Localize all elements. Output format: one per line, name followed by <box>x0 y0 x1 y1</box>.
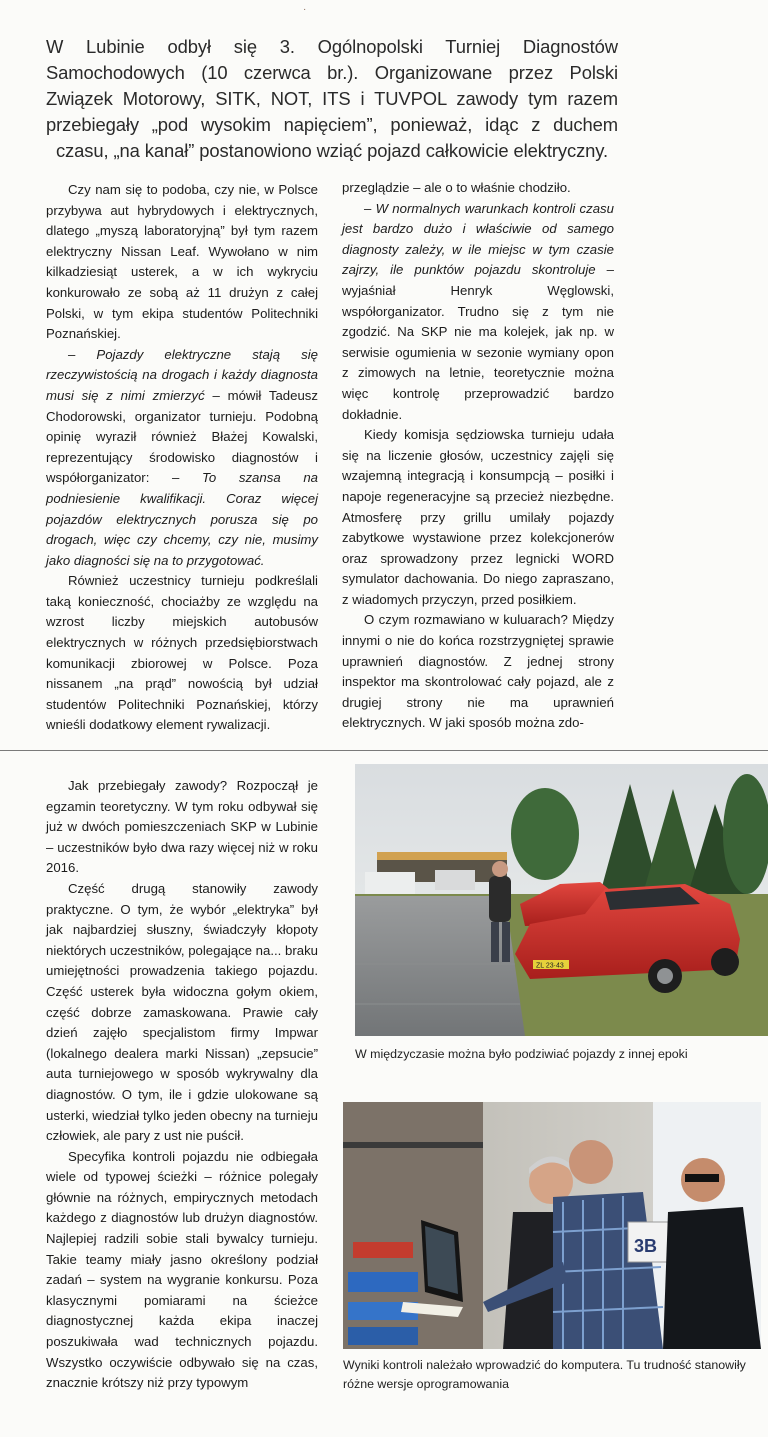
article-lead: W Lubinie odbył się 3. Ogólnopolski Turniej Diagnostów Samochodowych (10 czerwca br.). Organizowane przez Polski Związek Motorowy, SITK, NOT, ITS i TUVPOL zawody tym razem przebiegały „pod wysokim napięciem”, ponieważ, idąc z duchem czasu, „na kanał” postanowiono wziąć pojazd całkowicie elektryczny. <box>46 36 618 161</box>
paragraph: Jak przebiegały zawody? Rozpoczął je egzamin teoretyczny. W tym roku odbywał się już w dwóch pomieszczeniach SKP w Lubinie – uczestników było dwa razy więcej niż w roku 2016. <box>46 778 318 876</box>
paragraph: Również uczestnicy turnieju podkreślali taką konieczność, chociażby ze względu na wzrost liczby miejskich autobusów elektrycznych w różnych przedsiębiorstwach komunikacji zbiorowej w Polsce. Poza nissanem „na prąd” nowością był udział studentów Politechniki Poznańskiej, którzy wnieśli dodatkowy element rywalizacji. <box>46 573 318 733</box>
text-column-1 <box>46 180 318 736</box>
paragraph: Czy nam się to podoba, czy nie, w Polsce przybywa aut hybrydowych i elektrycznych, dlatego „myszą laboratoryjną” był tym razem elektryczny Nissan Leaf. Wywołano w nim kilkadziesiąt usterek, a w ich wykryciu konkurowało ze sobą aż 11 drużyn z całej Polski, w tym ekipa studentów Politechniki Poznańskiej. <box>46 182 318 342</box>
quote: – To szansa na podniesienie kwalifikacji. Coraz więcej pojazdów elektrycznych porusza się po drogach, więc czy chcemy, czy nie, musimy jako diagności się na to przygotować. <box>46 470 318 568</box>
paragraph-text: – mówił Tadeusz Chodorowski, organizator turnieju. Podobną opinię wyraził również Błażej Kowalski, reprezentujący środowisko diagnostów i współorganizator: <box>46 387 318 486</box>
photo-caption: Wyniki kontroli należało wprowadzić do komputera. Tu trudność stanowiły różne wersje oprogramowania <box>343 1358 746 1391</box>
bib-number: 3B <box>634 1236 658 1256</box>
paragraph <box>342 199 614 426</box>
text-column-2 <box>342 178 614 734</box>
section-divider <box>0 750 768 751</box>
paragraph: przeglądzie – ale o to właśnie chodziło. <box>342 180 571 195</box>
text-column-3 <box>46 776 318 1394</box>
paragraph <box>46 345 318 572</box>
paragraph: Kiedy komisja sędziowska turnieju udała się na liczenie głosów, uczestnicy zajęli się wzajemną integracją i konsumpcją – posiłki i napoje regeneracyjne są przecież niezbędne. Atmosferę przy grillu umilały pojazdy zabytkowe wystawione przez kolekcjonerów oraz sprowadzony przez legnicki WORD symulator dachowania. Do niego zapraszano, z wiadomych przyczyn, przed posiłkiem. <box>342 427 614 607</box>
plate-text: ZL 23·43 <box>536 962 564 970</box>
paragraph: Specyfika kontroli pojazdu nie odbiegała wiele od typowej ścieżki – różnice polegały głównie na różnych, empirycznych metodach każdego z diagnostów lub drużyn diagnostów. Najlepiej radzili sobie stali bywalcy turnieju. Takie teamy miały jasno określony podział zadań – system na wygranie konkursu. Poza klasycznymi pomiarami na ścieżce diagnostycznej każda ekipa inaczej poszukiwała wad technicznych pojazdu. Wszystko oczywiście odbywało się na czas, znacznie krótszy niż przy typowym <box>46 1148 318 1391</box>
paragraph: Część drugą stanowiły zawody praktyczne. O tym, że wybór „elektryka” był jak najbardziej słuszny, świadczyły kłopoty niektórych uczestników, polegające na... braku umiejętności prowadzenia takiego pojazdu. Część usterek była widoczna gołym okiem, część dobrze zamaskowana. Prawie cały dzień zajęło specjalistom firmy Impwar (lokalnego dealera marki Nissan) „zepsucie” auta turniejowego w sposób wykrywalny dla diagnostów. O tym, ile i gdzie ulokowane są usterki, wiedział tylko jeden obecny na turnieju człowiek, ale pary z ust nie puścił. <box>46 880 318 1144</box>
quote: – W normalnych warunkach kontroli czasu jest bardzo dużo i właściwie od samego diagnosty zależy, w ile miejsc w tym czasie zajrzy, ile punktów pojazdu skontroluje <box>342 200 614 278</box>
photo-caption: W międzyczasie można było podziwiać pojazdy z innej epoki <box>355 1047 688 1061</box>
scan-mark: · <box>303 4 307 15</box>
photo-classic-cars <box>355 764 768 1036</box>
photo-computer-station <box>343 1102 761 1349</box>
paragraph-text: – wyjaśniał Henryk Węglowski, współorganizator. Trudno się z tym nie zgodzić. Na SKP nie ma kolejek, jak np. w serwisie ogumienia w sezonie wymiany opon z zimowych na letnie, teoretycznie można więc kontrolę przeprowadzić bardzo dokładnie. <box>342 262 614 422</box>
paragraph: O czym rozmawiano w kuluarach? Między innymi o nie do końca rozstrzygniętej sprawie uprawnień diagnostów. Z jednej strony inspektor ma skontrolować cały pojazd, ale z drugiej strony nie ma uprawnień elektrycznych. W jaki sposób można zdo- <box>342 612 614 731</box>
quote: – Pojazdy elektryczne stają się rzeczywistością na drogach i każdy diagnosta musi się z nimi zmierzyć <box>46 346 318 403</box>
